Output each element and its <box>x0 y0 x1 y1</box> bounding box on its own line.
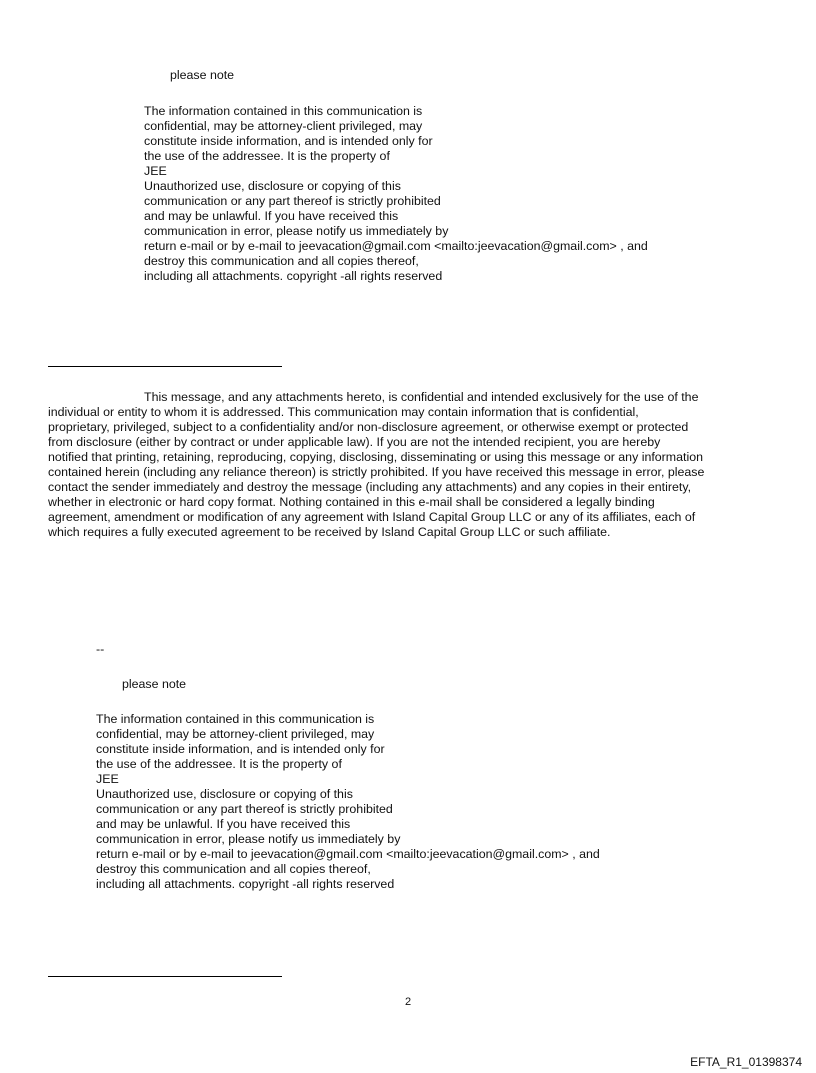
signature-separator: -- <box>96 642 105 656</box>
notice-2-line: confidential, may be attorney-client privileged, may <box>96 727 375 741</box>
notice-2-body <box>96 712 600 892</box>
footnote-divider <box>48 366 282 367</box>
disclaimer-line: This message, and any attachments hereto, is confidential and intended exclusively for the use of the <box>144 390 699 404</box>
notice-2-line: communication in error, please notify us immediately by <box>96 832 401 846</box>
notice-1-line: communication or any part thereof is strictly prohibited <box>144 194 441 208</box>
notice-2-line: Unauthorized use, disclosure or copying of this <box>96 787 353 801</box>
notice-1-line: the use of the addressee. It is the property of <box>144 149 390 163</box>
notice-1-line: communication in error, please notify us immediately by <box>144 224 449 238</box>
footnote-divider <box>48 976 282 977</box>
notice-1-line: The information contained in this communication is <box>144 104 423 118</box>
notice-2-line: The information contained in this communication is <box>96 712 375 726</box>
disclaimer-line: individual or entity to whom it is addressed. This communication may contain information that is confidential, <box>48 405 639 419</box>
notice-2-line: including all attachments. copyright -all rights reserved <box>96 877 395 891</box>
notice-2-heading: please note <box>122 677 187 691</box>
page-number: 2 <box>404 996 412 1008</box>
disclaimer-line: contact the sender immediately and destroy the message (including any attachments) and any copies in their entirety, <box>48 480 692 494</box>
notice-1-body <box>144 104 648 284</box>
disclaimer-line: agreement, amendment or modification of any agreement with Island Capital Group LLC or any of its affiliates, each of <box>48 510 696 524</box>
disclaimer-line: from disclosure (either by contract or under applicable law). If you are not the intended recipient, you are hereby <box>48 435 661 449</box>
notice-1-line: destroy this communication and all copies thereof, <box>144 254 419 268</box>
disclaimer-line: whether in electronic or hard copy format. Nothing contained in this e-mail shall be considered a legally binding <box>48 495 655 509</box>
notice-1-line: including all attachments. copyright -all rights reserved <box>144 269 443 283</box>
notice-2-line: destroy this communication and all copies thereof, <box>96 862 371 876</box>
notice-2-line: the use of the addressee. It is the property of <box>96 757 342 771</box>
notice-2-line: and may be unlawful. If you have received this <box>96 817 351 831</box>
notice-1-heading: please note <box>170 68 235 82</box>
disclaimer-line: contained herein (including any reliance thereon) is strictly prohibited. If you have received this message in error, please <box>48 465 705 479</box>
notice-1-line: constitute inside information, and is intended only for <box>144 134 433 148</box>
confidentiality-disclaimer <box>48 390 770 540</box>
notice-2-line: constitute inside information, and is intended only for <box>96 742 385 756</box>
notice-2-line: communication or any part thereof is strictly prohibited <box>96 802 393 816</box>
disclaimer-line: notified that printing, retaining, reproducing, copying, disclosing, disseminating or using this message or any information <box>48 450 703 464</box>
disclaimer-line: proprietary, privileged, subject to a confidentiality and/or non-disclosure agreement, or otherwise exempt or protected <box>48 420 689 434</box>
notice-2-line: JEE <box>96 772 119 786</box>
notice-1-line: return e-mail or by e-mail to jeevacation@gmail.com <mailto:jeevacation@gmail.com> , and <box>144 239 648 253</box>
notice-1-line: and may be unlawful. If you have received this <box>144 209 399 223</box>
notice-1-line: confidential, may be attorney-client privileged, may <box>144 119 423 133</box>
notice-1-line: JEE <box>144 164 167 178</box>
document-id-stamp: EFTA_R1_01398374 <box>690 1055 802 1069</box>
disclaimer-line: which requires a fully executed agreement to be received by Island Capital Group LLC or such affiliate. <box>48 525 611 539</box>
notice-1-line: Unauthorized use, disclosure or copying of this <box>144 179 401 193</box>
notice-2-line: return e-mail or by e-mail to jeevacation@gmail.com <mailto:jeevacation@gmail.com> , and <box>96 847 600 861</box>
